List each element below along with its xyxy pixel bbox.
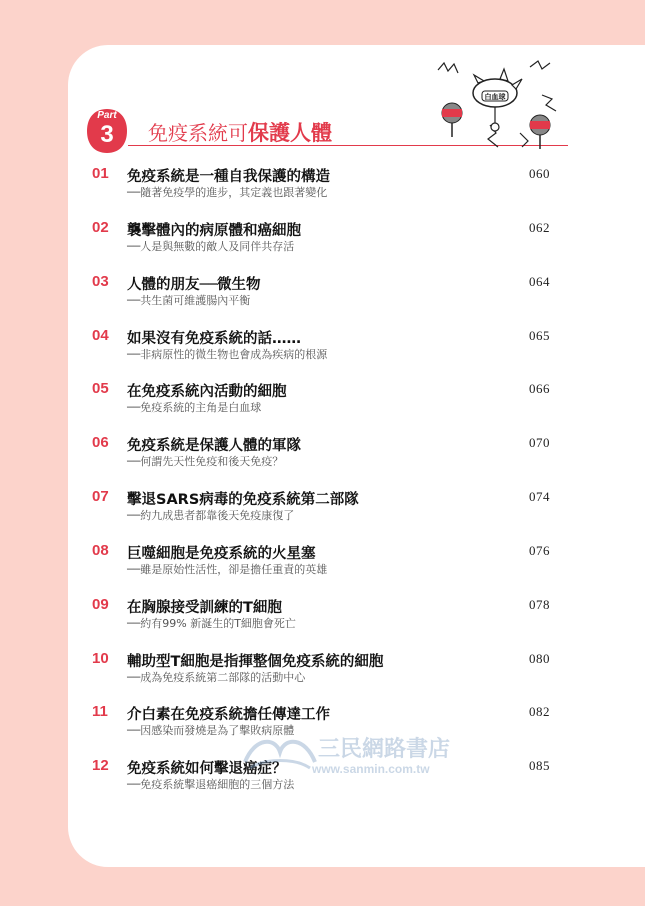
- part-label: Part: [97, 110, 117, 121]
- toc-subtitle: ──成為免疫系統第二部隊的活動中心: [127, 671, 306, 684]
- toc-page-number: 064: [529, 274, 550, 289]
- toc-subtitle: ──免疫系統擊退癌細胞的三個方法: [127, 778, 295, 791]
- illustration-caption: 白血球: [484, 93, 506, 101]
- toc-title: 擊退SARS病毒的免疫系統第二部隊: [127, 492, 359, 508]
- toc-item[interactable]: [92, 435, 562, 475]
- toc-item[interactable]: [92, 651, 562, 691]
- toc-number: 09: [92, 596, 109, 613]
- watermark-url: www.sanmin.com.tw: [312, 762, 430, 776]
- toc-item[interactable]: [92, 597, 562, 637]
- toc-subtitle: ──因感染而發燒是為了擊敗病原體: [127, 724, 295, 737]
- white-blood-cell-illustration: [430, 55, 560, 155]
- toc-title: 免疫系統是保護人體的軍隊: [127, 438, 301, 454]
- toc-page-number: 065: [529, 328, 550, 343]
- toc-item[interactable]: [92, 704, 562, 744]
- toc-number: 12: [92, 757, 109, 774]
- chapter-title-strong: 保護人體: [248, 121, 332, 145]
- chapter-title-plain: 免疫系統可: [148, 121, 248, 145]
- toc-item[interactable]: [92, 489, 562, 529]
- toc-item[interactable]: [92, 220, 562, 260]
- toc-subtitle: ──約有99% 新誕生的T細胞會死亡: [127, 617, 296, 630]
- toc-number: 10: [92, 650, 109, 667]
- toc-number: 05: [92, 380, 109, 397]
- toc-page-number: 085: [529, 758, 550, 773]
- chapter-title: [148, 117, 332, 147]
- toc-title: 如果沒有免疫系統的話……: [127, 331, 301, 347]
- toc-page-number: 082: [529, 704, 550, 719]
- toc-title: 人體的朋友──微生物: [127, 277, 261, 293]
- toc-item[interactable]: [92, 166, 562, 206]
- toc-page-number: 080: [529, 651, 550, 666]
- toc-subtitle: ──隨著免疫學的進步，其定義也跟著變化: [127, 186, 328, 199]
- toc-title: 免疫系統是一種自我保護的構造: [127, 169, 330, 185]
- toc-number: 08: [92, 542, 109, 559]
- toc-item[interactable]: [92, 758, 562, 798]
- watermark-name: 三民網路書店: [318, 736, 451, 762]
- toc-page-number: 078: [529, 597, 550, 612]
- part-badge: [85, 107, 129, 155]
- toc-page-number: 070: [529, 435, 550, 450]
- toc-title: 巨噬細胞是免疫系統的火星塞: [127, 546, 316, 562]
- toc-title: 襲擊體內的病原體和癌細胞: [127, 223, 301, 239]
- toc-page-number: 076: [529, 543, 550, 558]
- toc-title: 免疫系統如何擊退癌症？: [127, 761, 287, 777]
- toc-subtitle: ──何謂先天性免疫和後天免疫？: [127, 455, 284, 468]
- part-number: 3: [100, 121, 114, 148]
- toc-subtitle: ──雖是原始性活性，卻是擔任重責的英雄: [127, 563, 328, 576]
- toc-number: 03: [92, 273, 109, 290]
- toc-item[interactable]: [92, 274, 562, 314]
- toc-title: 在免疫系統內活動的細胞: [127, 384, 287, 400]
- toc-page-number: 060: [529, 166, 550, 181]
- toc-title: 輔助型T細胞是指揮整個免疫系統的細胞: [127, 654, 384, 670]
- toc-number: 02: [92, 219, 109, 236]
- toc-item[interactable]: [92, 381, 562, 421]
- toc-item[interactable]: [92, 543, 562, 583]
- toc-number: 11: [92, 703, 108, 720]
- toc-page-number: 066: [529, 381, 550, 396]
- toc-number: 07: [92, 488, 109, 505]
- toc-number: 06: [92, 434, 109, 451]
- toc-subtitle: ──非病原性的微生物也會成為疾病的根源: [127, 348, 328, 361]
- toc-item[interactable]: [92, 328, 562, 368]
- toc-page-number: 074: [529, 489, 550, 504]
- toc-title: 在胸腺接受訓練的T細胞: [127, 600, 282, 616]
- toc-number: 01: [92, 165, 109, 182]
- toc-title: 介白素在免疫系統擔任傳達工作: [127, 707, 330, 723]
- toc-subtitle: ──免疫系統的主角是白血球: [127, 401, 262, 414]
- toc-subtitle: ──共生菌可維護腸內平衡: [127, 294, 251, 307]
- toc-subtitle: ──人是與無數的敵人及同伴共存活: [127, 240, 295, 253]
- toc-page-number: 062: [529, 220, 550, 235]
- toc-subtitle: ──約九成患者都靠後天免疫康復了: [127, 509, 295, 522]
- toc-number: 04: [92, 327, 109, 344]
